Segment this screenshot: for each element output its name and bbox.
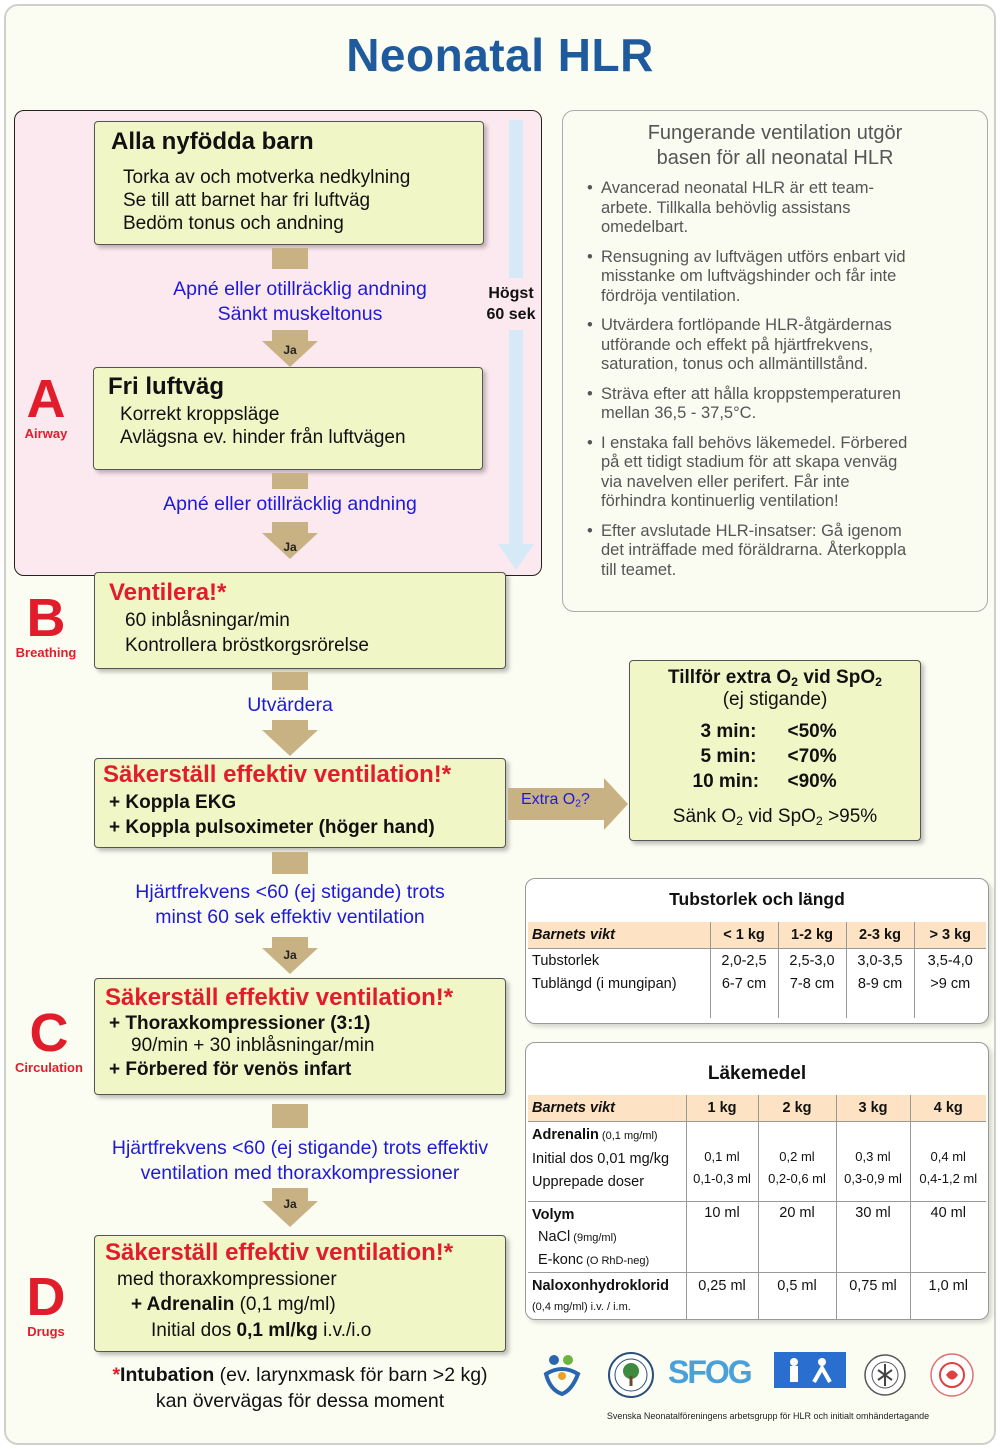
tube-table — [528, 922, 986, 1018]
box-ventilate — [94, 572, 506, 669]
red-seal-logo — [926, 1350, 978, 1400]
box-heading: Säkerställ effektiv ventilation!* — [103, 761, 452, 788]
box-line: 90/min + 30 inblåsningar/min — [131, 1035, 375, 1056]
bullet-icon: • — [587, 521, 593, 540]
box-line: + Thoraxkompressioner (3:1) — [109, 1013, 371, 1034]
info-list — [587, 179, 973, 580]
box-ensure-ventilation-2 — [94, 978, 506, 1095]
table-title: Läkemedel — [707, 1063, 807, 1084]
box-heading: Säkerställ effektiv ventilation!* — [105, 984, 454, 1011]
o2-heading: Tillför extra $O_2$ vid SpO$_2$ — [667, 667, 882, 690]
info-item-line: fördröja ventilation. — [601, 286, 741, 305]
box-ensure-ventilation-1 — [94, 758, 506, 848]
info-item — [587, 179, 973, 238]
condition-hr-after-ventilation: Hjärtfrekvens <60 (ej stigande) trots minst 60 sek effektiv ventilation — [135, 881, 445, 928]
o2-row: 10 min: <90% — [692, 771, 837, 793]
flow-arrow-stem — [272, 522, 308, 533]
table-row-adrenalin: Adrenalin (0,1 mg/ml) Initial dos 0,01 mg/kg Upprepade doser 0,1 ml 0,1-0,3 ml 0,2 ml 0,2-0,6 ml 0,3 ml 0,3-0,9 ml 0,4 ml 0,4-1,2 ml — [528, 1121, 986, 1201]
table-title: Tubstorlek och längd — [669, 889, 845, 909]
info-item-line: Utvärdera fortlöpande HLR-åtgärdernas — [601, 316, 892, 334]
condition-apnea-tonus: Apné eller otillräcklig andning Sänkt muskeltonus — [173, 278, 427, 325]
table-header-row: Barnets vikt 1 kg 2 kg 3 kg 4 kg — [528, 1095, 986, 1121]
flow-arrow-head — [262, 730, 318, 756]
info-item-line: Efter avslutade HLR-insatser: Gå igenom — [601, 521, 902, 540]
yes-label: Ja — [283, 540, 297, 554]
info-panel — [562, 110, 988, 612]
intubation-note: *Intubation (ev. larynxmask för barn >2 kg) kan övervägas för dessa moment — [112, 1364, 488, 1412]
section-circulation-label: C Circulation — [15, 1003, 83, 1075]
info-item — [587, 385, 973, 424]
bullet-icon: • — [587, 179, 593, 197]
box-line: + Koppla pulsoximeter (höger hand) — [109, 817, 435, 838]
box-heading: Säkerställ effektiv ventilation!* — [105, 1239, 454, 1266]
condition-apnea: Apné eller otillräcklig andning — [163, 493, 417, 515]
box-line: 60 inblåsningar/min — [125, 610, 290, 631]
box-extra-oxygen — [629, 660, 921, 841]
yes-label: Ja — [283, 948, 297, 962]
info-item — [587, 316, 973, 375]
footer-credit: Svenska Neonatalföreningens arbetsgrupp för HLR och initialt omhändertagande — [606, 1411, 930, 1421]
flow-arrow-stem — [272, 330, 308, 341]
box-heading: Ventilera!* — [109, 579, 227, 606]
box-heading: Alla nyfödda barn — [111, 128, 314, 155]
info-item-line: förhindra kontinuerlig ventilation! — [601, 492, 839, 510]
yes-label: Ja — [283, 343, 297, 357]
flow-connector — [272, 248, 308, 269]
o2-footer: Sänk $O_2$ vid SpO$_2$ >95% — [672, 806, 878, 829]
info-item — [587, 248, 973, 307]
info-heading: Fungerande ventilation utgör basen för all neonatal HLR — [647, 122, 903, 169]
table-row: Tubstorlek 2,0-2,5 2,5-3,0 3,0-3,5 3,5-4,0 — [528, 948, 986, 974]
box-line: Torka av och motverka nedkylning — [123, 167, 411, 188]
box-line: med thoraxkompressioner — [117, 1269, 337, 1290]
info-item — [587, 434, 973, 512]
info-item-line: på ett tidigt stadium för att skapa venväg — [601, 453, 898, 471]
flow-connector — [272, 473, 308, 489]
o2-row: 5 min: <70% — [700, 746, 837, 768]
info-item-line: till teamet. — [601, 560, 677, 579]
tree-seal-logo — [606, 1350, 656, 1400]
o2-targets — [630, 719, 920, 794]
box-line: Kontrollera bröstkorgsrörelse — [125, 635, 369, 656]
info-item-line: Avancerad neonatal HLR är ett team- — [601, 179, 875, 197]
info-item-line: Sträva efter att hålla kroppstemperaturen — [601, 384, 901, 403]
box-line: + Förbered för venös infart — [109, 1059, 352, 1080]
section-airway-label: A Airway — [24, 369, 68, 441]
box-line: Se till att barnet har fri luftväg — [123, 190, 371, 211]
box-line: Bedöm tonus och andning — [123, 213, 344, 234]
extra-o2-label: Extra $O_2$? — [521, 791, 590, 810]
drug-dose-table — [528, 1095, 986, 1320]
bullet-icon: • — [587, 384, 593, 403]
o2-subheading: (ej stigande) — [722, 689, 828, 711]
timer-arrow — [496, 120, 536, 570]
flow-connector — [272, 1104, 308, 1128]
box-ensure-ventilation-3 — [94, 1235, 506, 1352]
sfog-logo: SFOG — [668, 1354, 751, 1390]
condition-hr-after-compressions: Hjärtfrekvens <60 (ej stigande) trots effektiv ventilation med thoraxkompressioner — [111, 1137, 489, 1184]
flow-connector — [272, 852, 308, 874]
box-line: + Adrenalin (0,1 mg/ml) — [131, 1294, 336, 1315]
table-header-row: Barnets vikt < 1 kg 1-2 kg 2-3 kg > 3 kg — [528, 922, 986, 948]
info-item-line: Rensugning av luftvägen utförs enbart vid — [601, 247, 906, 266]
bullet-icon: • — [587, 316, 593, 334]
bullet-icon: • — [587, 433, 593, 452]
yes-label: Ja — [283, 1197, 297, 1211]
info-item-line: via navelven eller perifert. Får inte — [601, 472, 850, 491]
box-line: + Koppla EKG — [109, 792, 237, 813]
section-drugs-label: D Drugs — [26, 1267, 66, 1339]
box-airway — [93, 367, 483, 470]
info-item-line: det inträffade med föräldrarna. Återkoppla — [601, 541, 907, 559]
info-item-line: arbete. Tillkalla behövlig assistans — [601, 198, 851, 217]
table-row-volym: Volym NaCl (9mg/ml) E-konc (O RhD-neg) 10 ml 20 ml 30 ml 40 ml — [528, 1201, 986, 1272]
box-heading: Fri luftväg — [108, 373, 225, 400]
info-item — [587, 522, 973, 581]
section-breathing-label: B Breathing — [15, 588, 77, 660]
o2-row: 3 min: <50% — [700, 721, 837, 743]
society-seal-logo — [862, 1350, 908, 1400]
box-line: Korrekt kroppsläge — [120, 404, 280, 425]
condition-evaluate: Utvärdera — [247, 694, 333, 716]
box-all-newborns — [94, 121, 484, 245]
info-item-line: mellan 36,5 - 37,5°C. — [601, 404, 757, 422]
tube-size-table — [525, 878, 989, 1024]
info-item-line: utförande och effekt på hjärtfrekvens, — [601, 335, 874, 354]
table-row: Tublängd (i mungipan) 6-7 cm 7-8 cm 8-9 cm >9 cm — [528, 974, 986, 1018]
info-item-line: misstanke om luftvägshinder och får inte — [601, 267, 897, 285]
info-item-line: saturation, tonus och allmäntillstånd. — [601, 355, 868, 373]
info-item-line: I enstaka fall behövs läkemedel. Förbered — [601, 433, 908, 452]
info-item-line: omedelbart. — [601, 218, 689, 236]
drug-table — [525, 1042, 989, 1320]
flow-connector — [272, 672, 308, 690]
timer-label: Högst 60 sek — [486, 285, 536, 323]
table-row-naloxon: Naloxonhydroklorid (0,4 mg/ml) i.v. / i.m. 0,25 ml 0,5 ml 0,75 ml 1,0 ml — [528, 1272, 986, 1320]
page-title: Neonatal HLR — [346, 29, 654, 81]
box-line: Avlägsna ev. hinder från luftvägen — [120, 427, 406, 448]
bullet-icon: • — [587, 247, 593, 266]
family-logo — [540, 1350, 584, 1400]
box-line: Initial dos 0,1 ml/kg i.v./i.o — [151, 1320, 372, 1341]
pediatric-logo — [774, 1350, 846, 1400]
